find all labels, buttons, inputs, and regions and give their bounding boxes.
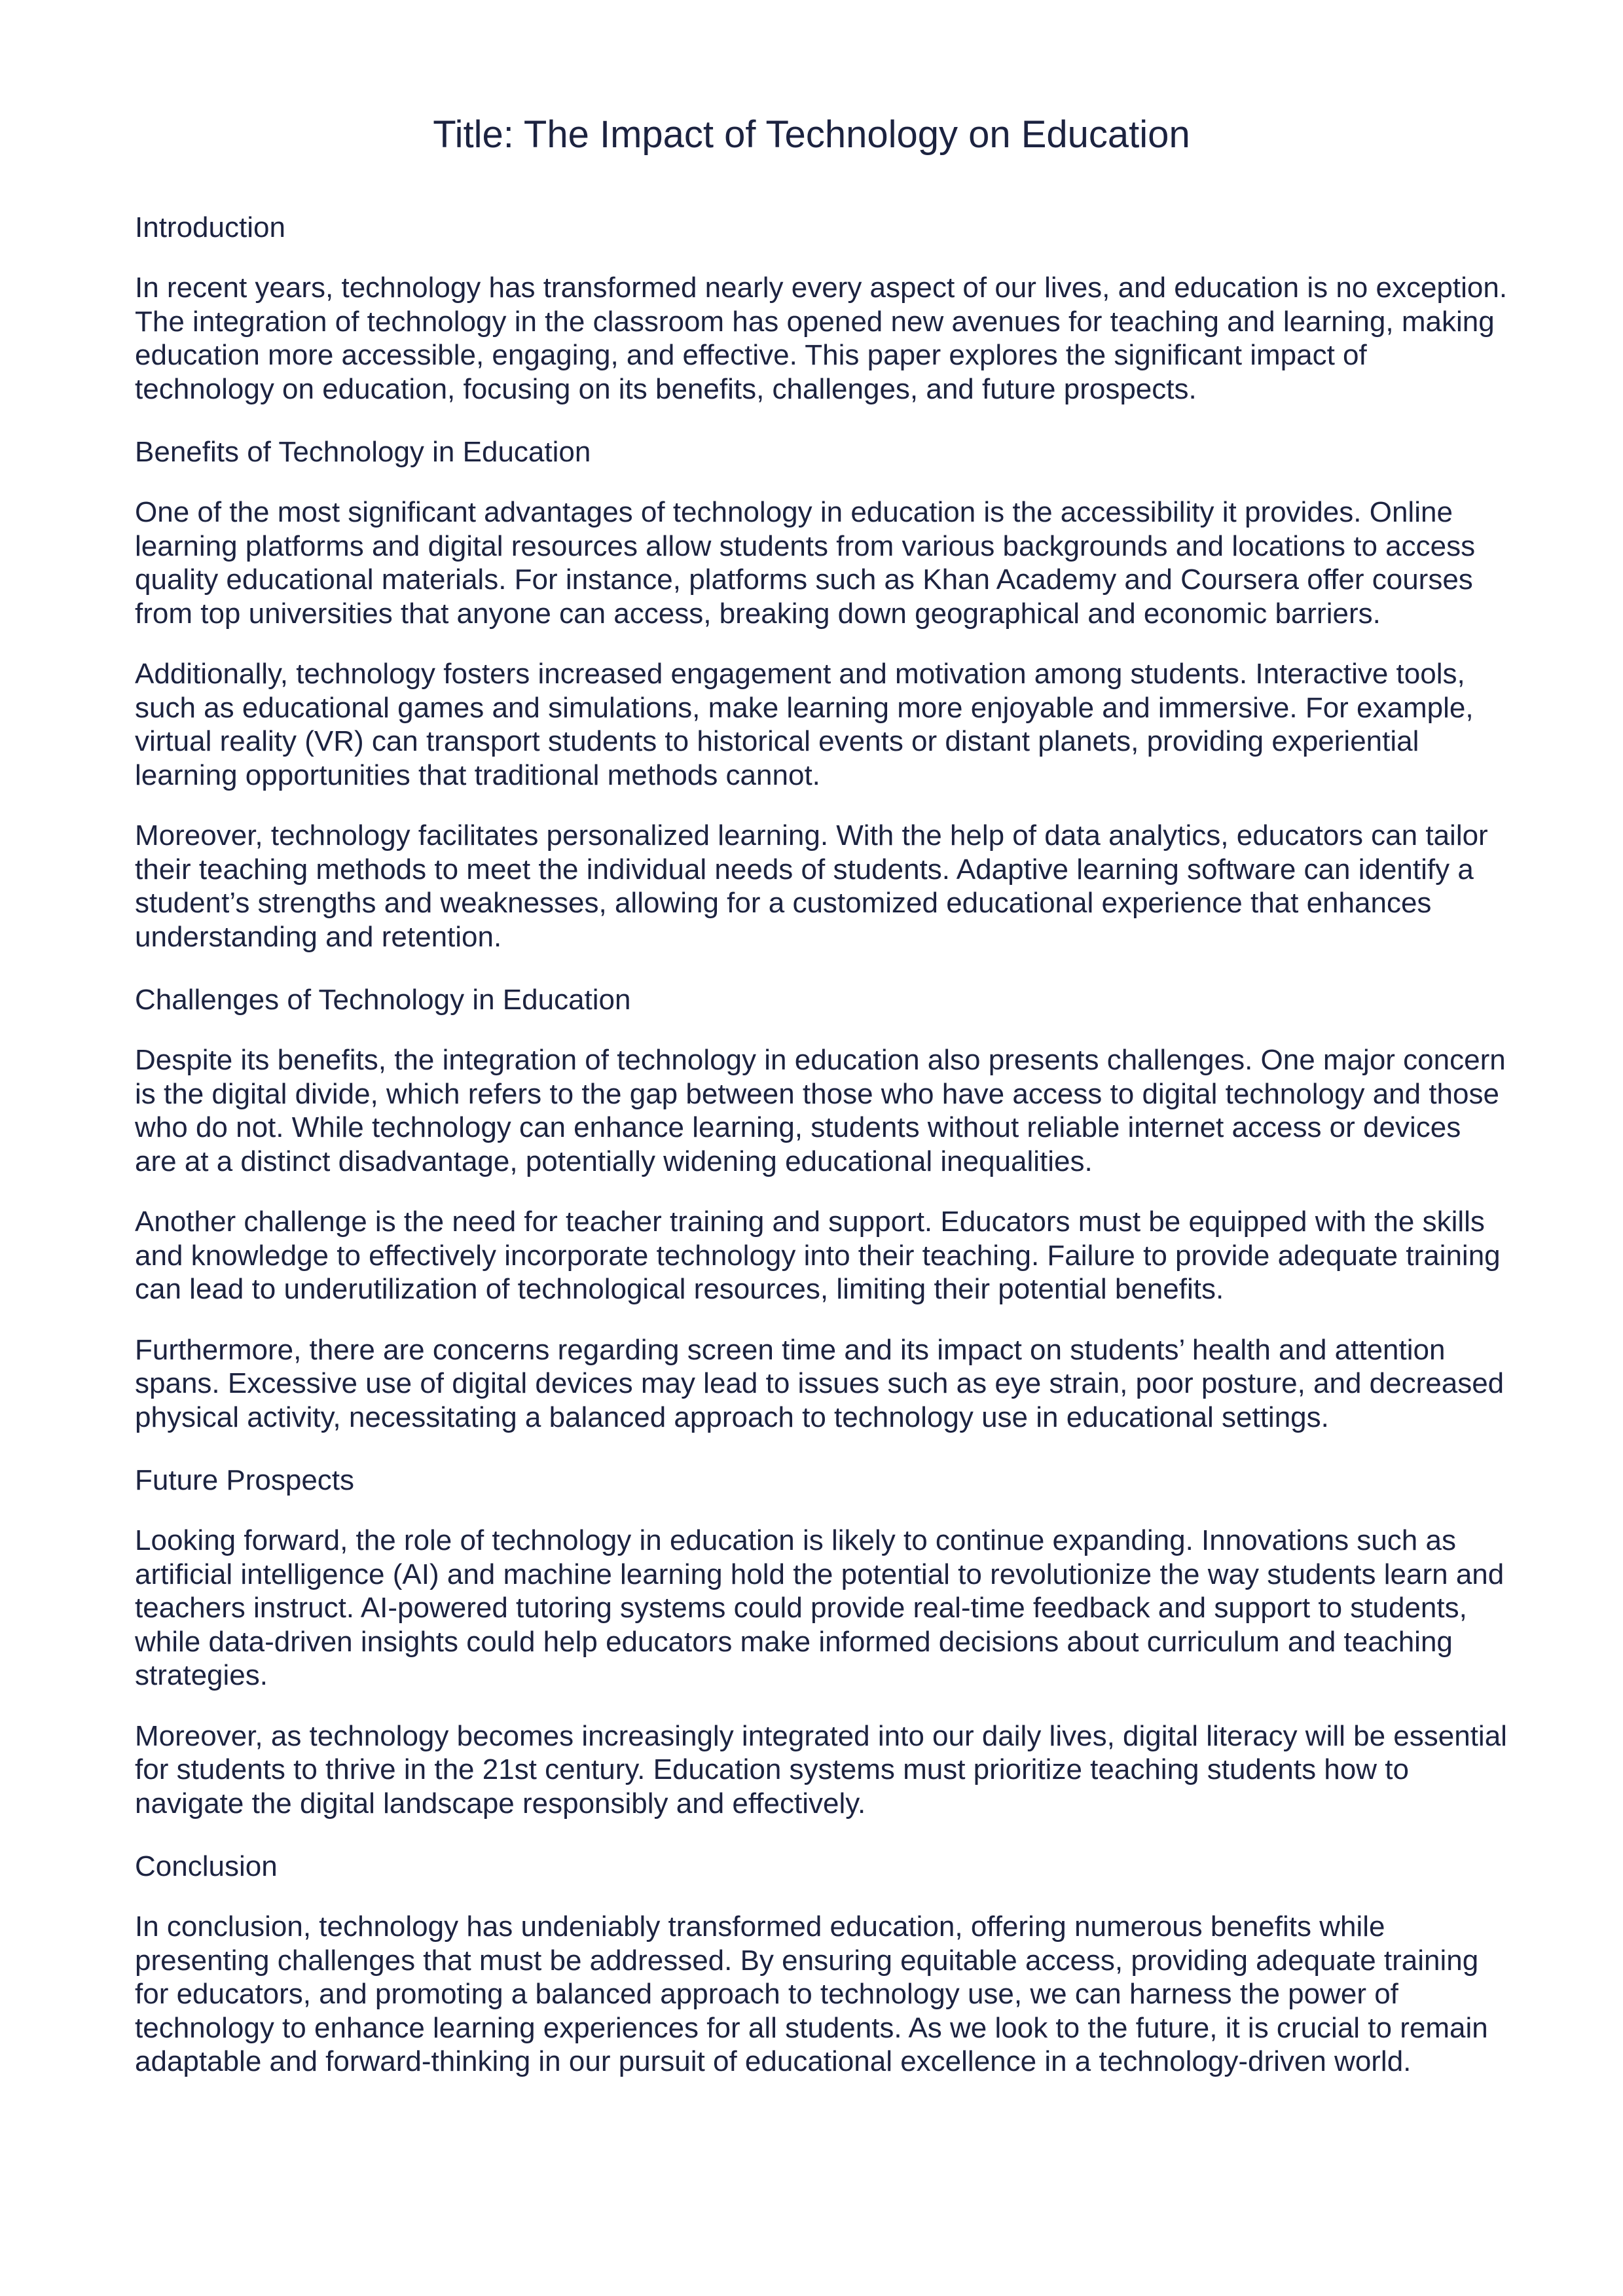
paragraph: Additionally, technology fosters increased engagement and motivation among students. Interactive tools, such as educational games and simulations, make learning more enjoyable and immersive. For example, virtual reality (VR) can transport students to historical events or distant planets, providing experiential learning opportunities that traditional methods cannot. (135, 658, 1474, 791)
paragraph: Looking forward, the role of technology in education is likely to continue expanding. Innovations such as artificial intelligence (AI) and machine learning hold the potential to revolutionize the way students learn and teachers instruct. AI-powered tutoring systems could provide real-time feedback and support to students, while data-driven insights could help educators make informed decisions about curriculum and teaching strategies. (135, 1524, 1504, 1691)
paragraph: In conclusion, technology has undeniably transformed education, offering numerous benefits while presenting challenges that must be addressed. By ensuring equitable access, providing adequate training for educators, and promoting a balanced approach to technology use, we can harness the power of technology to enhance learning experiences for all students. As we look to the future, it is crucial to remain adaptable and forward-thinking in our pursuit of educational excellence in a technology-driven world. (135, 1910, 1488, 2077)
paragraph: Furthermore, there are concerns regarding screen time and its impact on students’ health and attention spans. Excessive use of digital devices may lead to issues such as eye strain, poor posture, and decreased physical activity, necessitating a balanced approach to technology use in educational settings. (135, 1333, 1504, 1433)
section-future-prospects (135, 1461, 1510, 1820)
section-heading: Future Prospects (135, 1464, 355, 1496)
section-heading: Conclusion (135, 1850, 278, 1882)
paragraph: Moreover, as technology becomes increasingly integrated into our daily lives, digital literacy will be essential for students to thrive in the 21st century. Education systems must prioritize teaching students how to navigate the digital landscape responsibly and effectively. (135, 1719, 1507, 1820)
paragraph: One of the most significant advantages of technology in education is the accessibility it provides. Online learning platforms and digital resources allow students from various backgrounds and locations to access quality educational materials. For instance, platforms such as Khan Academy and Coursera offer courses from top universities that anyone can access, breaking down geographical and economic barriers. (135, 496, 1476, 630)
paragraph: Another challenge is the need for teacher training and support. Educators must be equipped with the skills and knowledge to effectively incorporate technology into their teaching. Failure to provide adequate training can lead to underutilization of technological resources, limiting their potential benefits. (135, 1206, 1501, 1305)
section-benefits (135, 433, 1510, 954)
section-challenges (135, 980, 1510, 1434)
paragraph: Moreover, technology facilitates personalized learning. With the help of data analytics, educators can tailor their teaching methods to meet the individual needs of students. Adaptive learning software can identify a student’s strengths and weaknesses, allowing for a customized educational experience that enhances understanding and retention. (135, 819, 1488, 953)
paragraph: In recent years, technology has transformed nearly every aspect of our lives, and education is no exception. The integration of technology in the classroom has opened new avenues for teaching and learning, making education more accessible, engaging, and effective. This paper explores the significant impact of technology on education, focusing on its benefits, challenges, and future prospects. (135, 272, 1508, 405)
section-heading: Introduction (135, 211, 285, 243)
paragraph: Despite its benefits, the integration of technology in education also presents challenges. One major concern is the digital divide, which refers to the gap between those who have access to digital technology and those who do not. While technology can enhance learning, students without reliable internet access or devices are at a distinct disadvantage, potentially widening educational inequalities. (135, 1044, 1506, 1177)
section-heading: Challenges of Technology in Education (135, 984, 631, 1016)
section-introduction (135, 208, 1510, 406)
document-body (135, 208, 1510, 2106)
document-title: Title: The Impact of Technology on Education (433, 113, 1190, 156)
section-conclusion (135, 1847, 1510, 2079)
section-heading: Benefits of Technology in Education (135, 436, 591, 468)
